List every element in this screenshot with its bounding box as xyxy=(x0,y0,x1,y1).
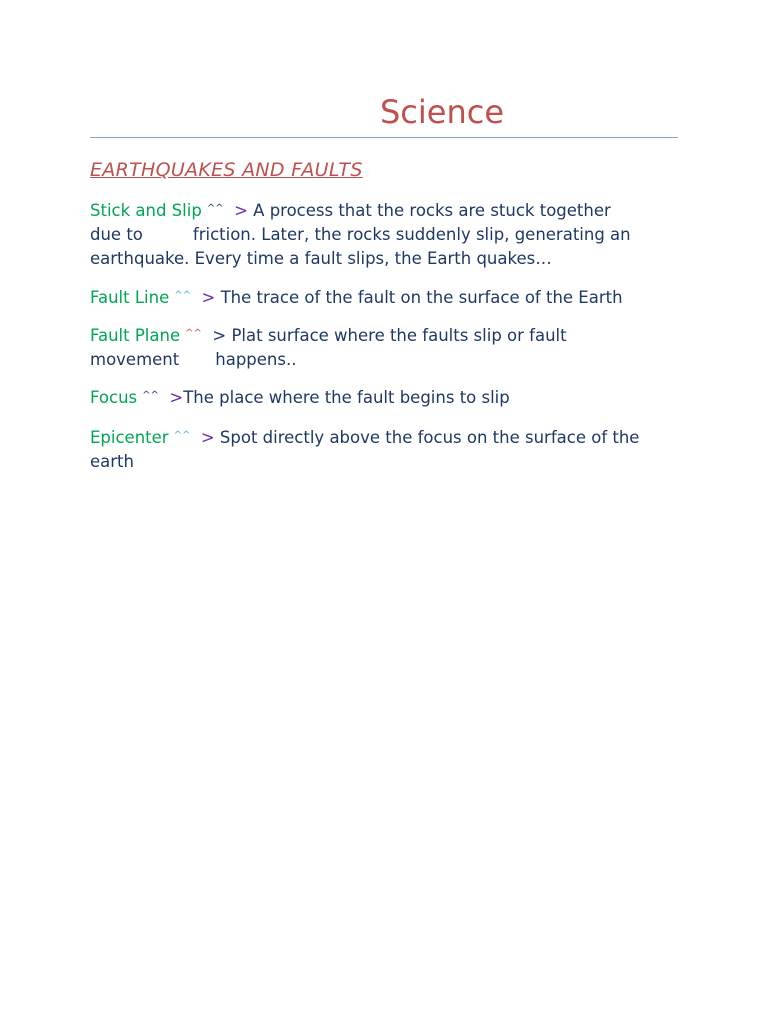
term-fault-line: Fault Line xyxy=(90,288,170,307)
arrow-icon: > xyxy=(200,428,215,447)
arrow-icon: > xyxy=(169,388,184,407)
definition-stick-and-slip-line2b: friction. Later, the rocks suddenly slip, generating an xyxy=(192,225,631,244)
term-fault-plane: Fault Plane xyxy=(90,326,181,345)
definition-epicenter-line2: earth xyxy=(90,452,134,471)
definition-epicenter-line1: Spot directly above the focus on the surface of the xyxy=(219,428,640,447)
arrow-icon: > xyxy=(234,201,248,220)
definition-list xyxy=(90,197,680,474)
entry-focus xyxy=(90,384,680,410)
term-focus: Focus xyxy=(90,388,138,407)
definition-fault-plane-line2a: movement xyxy=(90,350,180,369)
arrow-icon: > xyxy=(201,288,216,307)
title-divider xyxy=(90,137,678,138)
section-heading: EARTHQUAKES AND FAULTS xyxy=(90,159,363,181)
definition-stick-and-slip-line2a: due to xyxy=(90,225,143,244)
definition-stick-and-slip-line3: earthquake. Every time a fault slips, the Earth quakes… xyxy=(90,249,552,268)
definition-fault-plane-line2b: happens.. xyxy=(215,350,297,369)
caret-marker-icon: ^^ xyxy=(174,290,191,301)
term-epicenter: Epicenter xyxy=(90,428,169,447)
definition-fault-line: The trace of the fault on the surface of the Earth xyxy=(220,288,623,307)
caret-marker-icon: ^^ xyxy=(173,430,191,441)
definition-stick-and-slip-line1: A process that the rocks are stuck together xyxy=(253,201,611,220)
entry-epicenter xyxy=(90,424,680,474)
page-title: Science xyxy=(379,93,505,131)
entry-fault-line xyxy=(90,284,680,310)
definition-focus: The place where the fault begins to slip xyxy=(183,388,510,407)
caret-marker-icon: ^^ xyxy=(185,328,202,339)
caret-marker-icon: ^^ xyxy=(206,203,224,214)
definition-fault-plane-line1: Plat surface where the faults slip or fault xyxy=(231,326,567,345)
arrow-icon: > xyxy=(212,326,227,345)
entry-fault-plane xyxy=(90,322,680,372)
caret-marker-icon: ^^ xyxy=(142,390,159,401)
term-stick-and-slip: Stick and Slip xyxy=(90,201,202,220)
entry-stick-and-slip xyxy=(90,197,680,271)
